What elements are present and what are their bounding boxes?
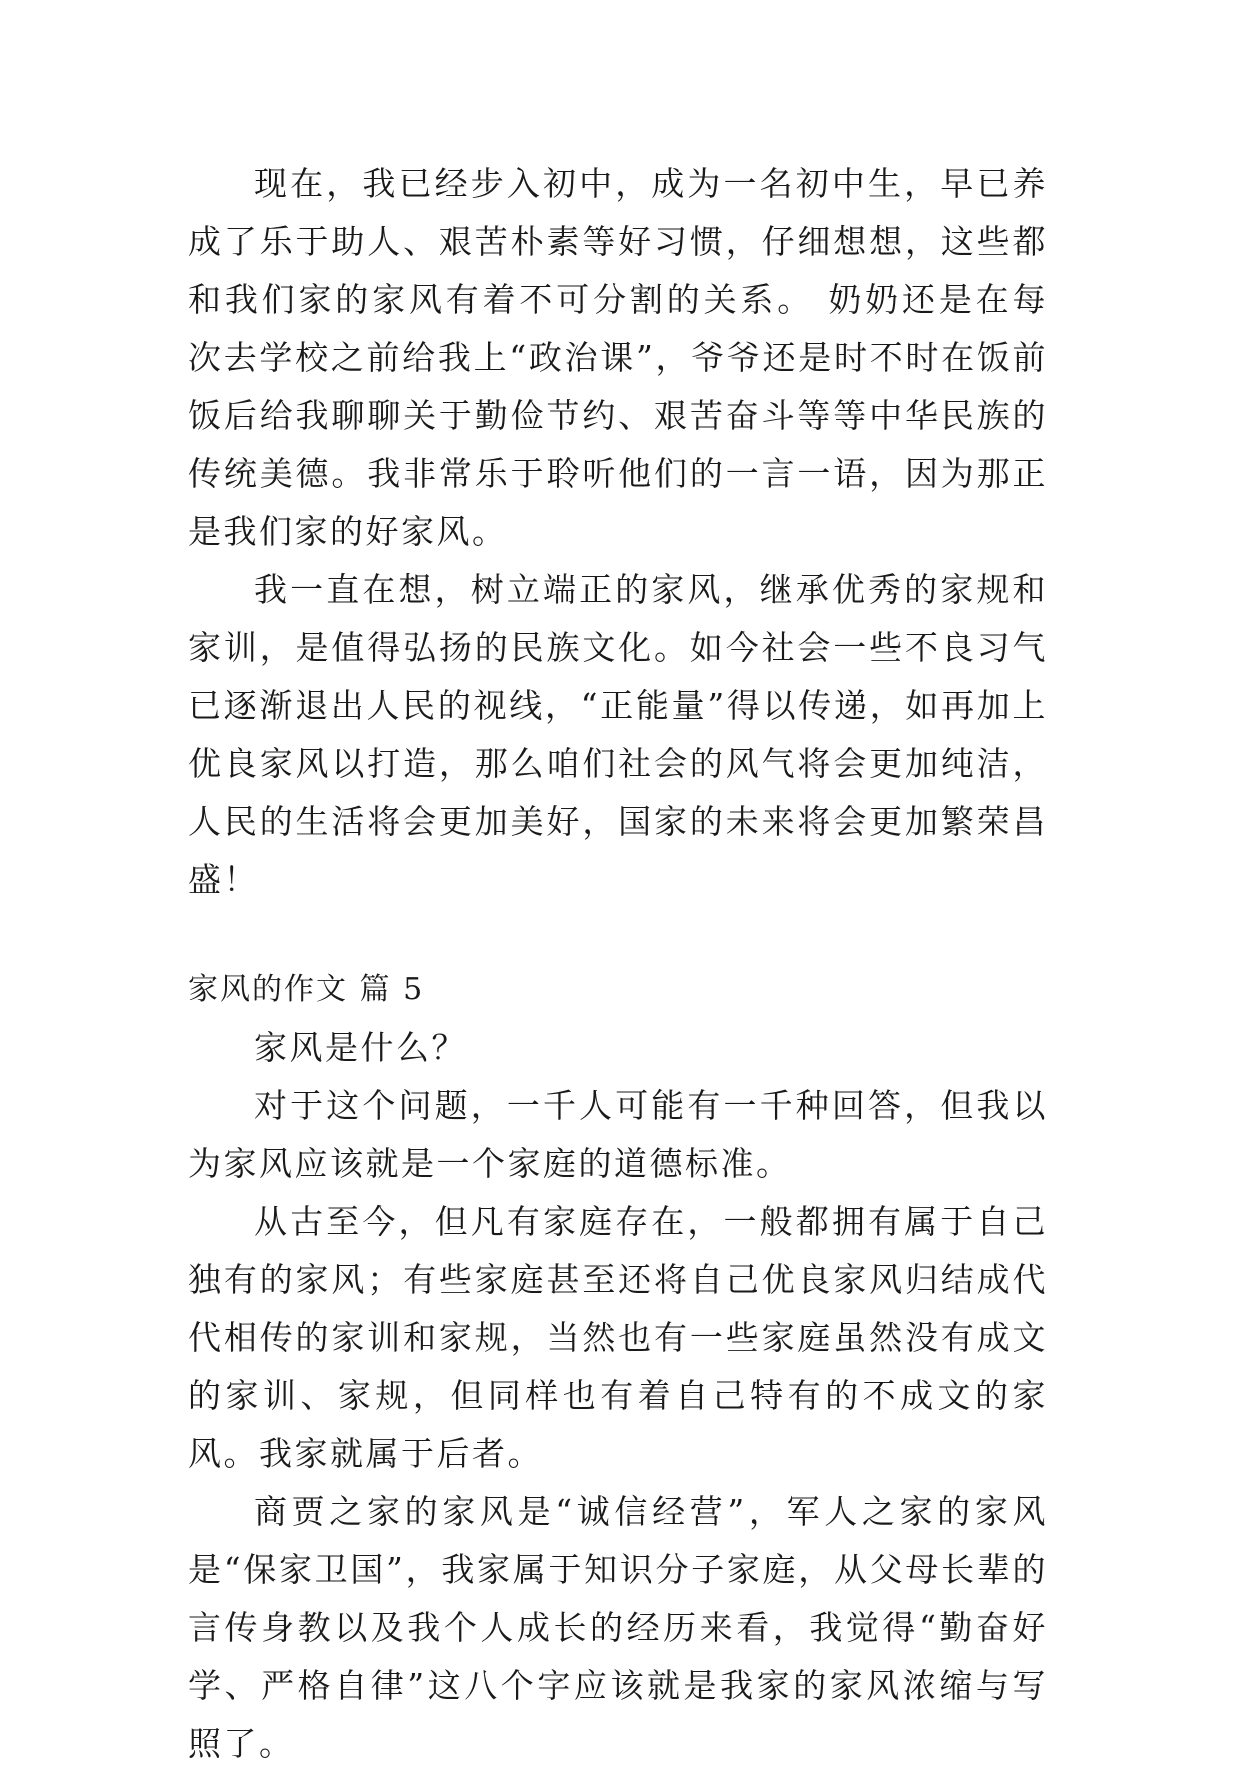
paragraph: 我一直在想，树立端正的家风，继承优秀的家规和家训，是值得弘扬的民族文化。如今社会一些不良习气已逐渐退出人民的视线，“正能量”得以传递，如再加上优良家风以打造，那么咱们社会的风气将会更加纯洁，人民的生活将会更加美好，国家的未来将会更加繁荣昌盛！ — [188, 570, 1048, 899]
paragraph: 家风是什么？ — [254, 1028, 467, 1067]
paragraph: 从古至今，但凡有家庭存在，一般都拥有属于自己独有的家风；有些家庭甚至还将自己优良家风归结成代代相传的家训和家规，当然也有一些家庭虽然没有成文的家训、家规，但同样也有着自己特有的不成文的家风。我家就属于后者。 — [188, 1202, 1048, 1473]
section-title: 家风的作文 篇 5 — [188, 972, 425, 1007]
paragraph: 商贾之家的家风是“诚信经营”，军人之家的家风是“保家卫国”，我家属于知识分子家庭，从父母长辈的言传身教以及我个人成长的经历来看，我觉得“勤奋好学、严格自律”这八个字应该就是我家的家风浓缩与写照了。 — [188, 1492, 1048, 1763]
paragraph: 对于这个问题，一千人可能有一千种回答，但我以为家风应该就是一个家庭的道德标准。 — [188, 1086, 1048, 1183]
paragraph: 现在，我已经步入初中，成为一名初中生，早已养成了乐于助人、艰苦朴素等好习惯，仔细想想，这些都和我们家的家风有着不可分割的关系。 奶奶还是在每次去学校之前给我上“政治课”，爷爷还是时不时在饭前饭后给我聊聊关于勤俭节约、艰苦奋斗等等中华民族的传统美德。我非常乐于聆听他们的一言一语，因为那正是我们家的好家风。 — [188, 164, 1048, 551]
document-body — [188, 155, 1048, 1773]
